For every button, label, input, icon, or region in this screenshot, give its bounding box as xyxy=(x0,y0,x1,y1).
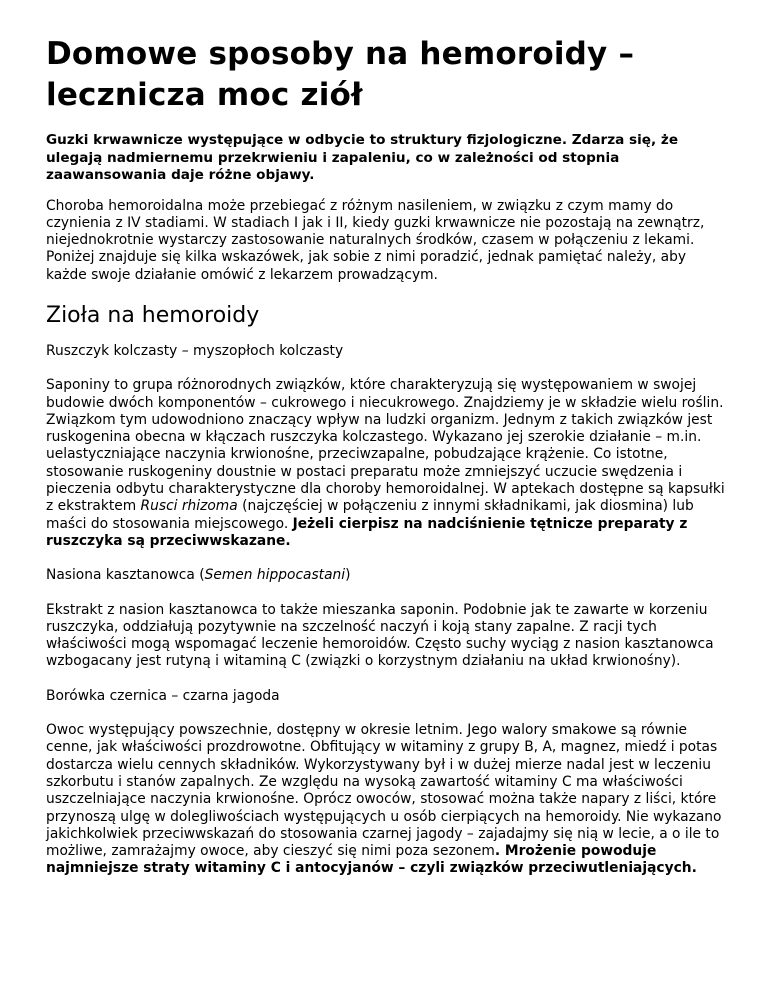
page-title: Domowe sposoby na hemoroidy – lecznicza moc ziół xyxy=(46,36,635,113)
paragraph-kasztanowiec: Ekstrakt z nasion kasztanowca to także mieszanka saponin. Podobnie jak te zawarte w korzeniu ruszczyka, oddziałują pozytywnie na szczelność naczyń i koją stany zapalne. Z racji tych właściwości mogą wspomagać leczenie hemoroidów. Często suchy wyciąg z nasion kasztanowca wzbogacany jest rutyną i witaminą C (związki o korzystnym działaniu na układ krwionośny). xyxy=(46,601,714,670)
paragraph-ruszczyk-text-2: (najczęściej w połączeniu z innymi składnikami, jak diosmina) lub maści do stosowania miejscowego. xyxy=(46,498,694,532)
article xyxy=(46,34,726,878)
section-heading: Zioła na hemoroidy xyxy=(46,302,260,328)
article-lead: Guzki krwawnicze występujące w odbycie to struktury fizjologiczne. Zdarza się, że ulegają nadmiernemu przekrwieniu i zapaleniu, co w zależności od stopnia zaawansowania daje różne objawy. xyxy=(46,132,679,183)
subheading-kasztanowiec-latin-name: Semen hippocastani xyxy=(204,567,346,584)
subheading-kasztanowiec xyxy=(46,567,726,584)
subheading-kasztanowiec-text: Nasiona kasztanowca ( xyxy=(46,567,205,584)
paragraph-borowka-bold: . Mrożenie powoduje najmniejsze straty witaminy C i antocyjanów – czyli związków przeciwutleniających. xyxy=(46,843,697,877)
paragraph-ruszczyk-text-1: Saponiny to grupa różnorodnych związków, które charakteryzują się występowaniem w swojej budowie dwóch komponentów – cukrowego i niecukrowego. Znajdziemy je w składzie wielu roślin. Związkom tym udowodniono znaczący wpływ na ludzki organizm. Jednym z takich związków jest ruskogenina obecna w kłączach ruszczyka kolczastego. Wykazano jej szerokie działanie – m.in. uelastyczniające naczynia krwionośne, przeciwzapalne, pobudzające krążenie. Co istotne, stosowanie ruskogeniny doustnie w postaci preparatu może zmniejszyć uczucie swędzenia i pieczenia odbytu charakterystyczne dla choroby hemoroidalnej. W aptekach dostępne są kapsułki z ekstraktem xyxy=(46,377,725,515)
intro-paragraph: Choroba hemoroidalna może przebiegać z różnym nasileniem, w związku z czym mamy do czynienia z IV stadiami. W stadiach I jak i II, kiedy guzki krwawnicze nie pozostają na zewnątrz, niejednokrotnie wystarczy zastosowanie naturalnych środków, czasem w połączeniu z lekami. Poniżej znajduje się kilka wskazówek, jak sobie z nimi poradzić, jednak pamiętać należy, aby każde swoje działanie omówić z lekarzem prowadzącym. xyxy=(46,197,705,283)
paragraph-borowka xyxy=(46,722,726,878)
subheading-kasztanowiec-end: ) xyxy=(345,567,351,584)
paragraph-borowka-text: Owoc występujący powszechnie, dostępny w okresie letnim. Jego walory smakowe są równie cenne, jak właściwości prozdrowotne. Obfitujący w witaminy z grupy B, A, magnez, miedź i potas dostarcza wielu cennych składników. Wykorzystywany był i w dużej mierze nadal jest w leczeniu szkorbutu i stanów zapalnych. Ze względu na wysoką zawartość witaminy C ma właściwości uszczelniające naczynia krwionośne. Oprócz owoców, stosować można także napary z liści, które przynoszą ulgę w dolegliwościach występujących u osób cierpiących na hemoroidy. Nie wykazano jakichkolwiek przeciwwskazań do stosowania czarnej jagody – zajadajmy się nią w lecie, a o ile to możliwe, zamrażajmy owoce, aby cieszyć się nimi poza sezonem xyxy=(46,722,722,860)
paragraph-ruszczyk-latin-name: Rusci rhizoma xyxy=(140,498,238,515)
paragraph-ruszczyk xyxy=(46,377,726,550)
subheading-borowka: Borówka czernica – czarna jagoda xyxy=(46,687,280,704)
paragraph-ruszczyk-warning: Jeżeli cierpisz na nadciśnienie tętnicze preparaty z ruszczyka są przeciwwskazane. xyxy=(46,515,688,549)
subheading-ruszczyk: Ruszczyk kolczasty – myszopłoch kolczasty xyxy=(46,342,344,359)
